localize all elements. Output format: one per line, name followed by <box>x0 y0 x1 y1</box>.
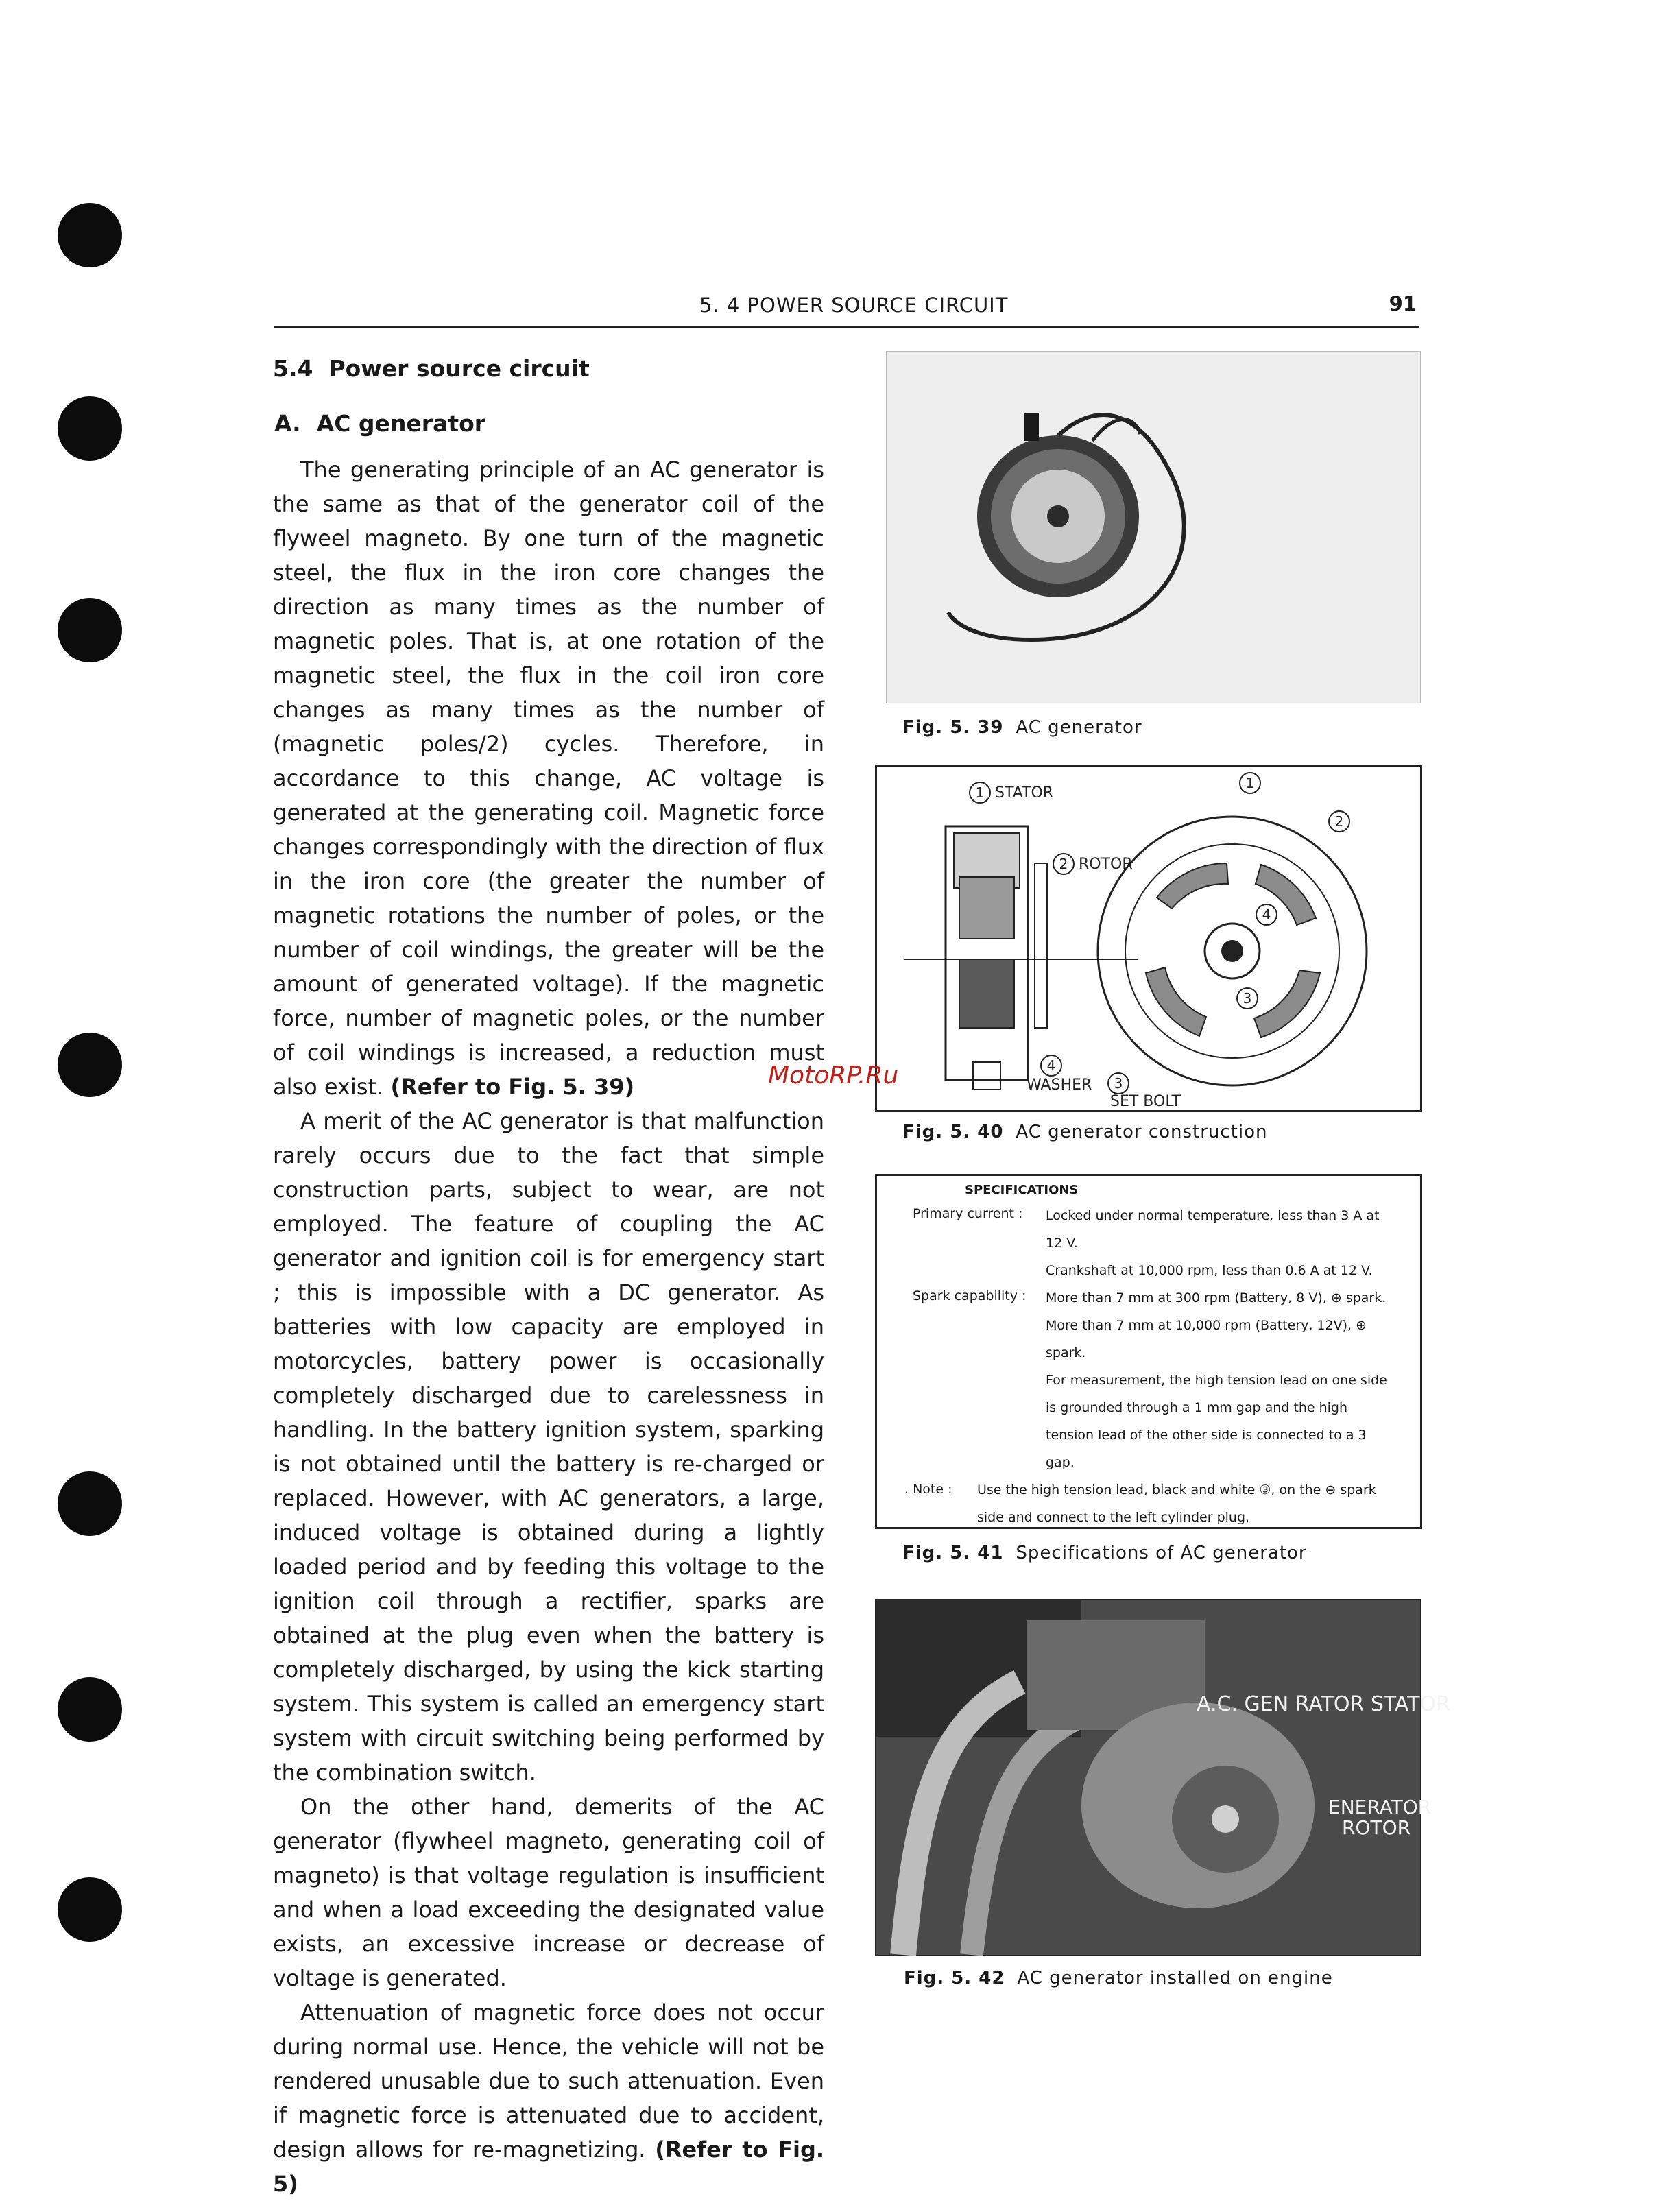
figure-caption-text: AC generator construction <box>1016 1122 1268 1142</box>
photo-label-stator: A.C. GEN RATOR STATOR <box>1197 1692 1450 1716</box>
figure-caption <box>904 1968 1333 1988</box>
paragraph: On the other hand, demerits of the AC generator (flywheel magneto, generating coil of magneto) is that voltage regulation is insufficient and when a load exceeding the designated value exists, an excessive increase or decrease of voltage is generated. <box>273 1794 824 1991</box>
paragraph: The generating principle of an AC generator is the same as that of the generator coil of the flyweel magneto. By one turn of the magnetic steel, the flux in the iron core changes the direction as many times as the number of magnetic poles. That is, at one rotation of the magnetic steel, the flux in the coil iron core changes as many times as the number of (magnetic poles/2) cycles. Therefore, in accordance to this change, AC voltage is generated at the generating coil. Magnetic force changes correspondingly with the direction of flux in the iron core (the greater the number of magnetic rotations the number of poles, or the number of coil windings, the greater will be the amount of generated voltage). If the magnetic force, number of magnetic poles, or the number of coil windings is increased, a reduction must also exist. (Refer to Fig. 5. 39) <box>273 457 824 1100</box>
punch-hole <box>58 1033 122 1097</box>
figure-label: Fig. 5. 40 <box>902 1122 1004 1142</box>
subsection-letter: A. <box>274 410 301 437</box>
note-label: . Note : <box>904 1482 952 1497</box>
spark-capability-value: More than 7 mm at 300 rpm (Battery, 8 V), ⊕ spark. <box>1046 1290 1387 1306</box>
callout-rotor: ROTOR <box>1079 856 1133 873</box>
subsection-title: AC generator <box>316 410 486 437</box>
callout-number: 3 <box>1114 1075 1123 1092</box>
page-number: 91 <box>1389 292 1417 315</box>
spark-capability-value: More than 7 mm at 10,000 rpm (Battery, 12V), ⊕ spark. <box>1046 1318 1367 1360</box>
figure-label: Fig. 5. 42 <box>904 1968 1005 1988</box>
running-title: 5. 4 POWER SOURCE CIRCUIT <box>699 293 1009 317</box>
callout-number: 1 <box>975 784 985 801</box>
callout-number: 3 <box>1243 990 1252 1007</box>
section-heading <box>273 355 590 382</box>
callout-number: 2 <box>1334 813 1344 830</box>
watermark: MotoRP.Ru <box>768 1061 899 1090</box>
body-text-column <box>273 453 824 2201</box>
specifications-box <box>875 1174 1422 1529</box>
primary-current-value: Locked under normal temperature, less than 3 A at 12 V. <box>1046 1208 1380 1251</box>
figure-caption <box>902 1543 1307 1563</box>
primary-current-value: Crankshaft at 10,000 rpm, less than 0.6 A at 12 V. <box>1046 1263 1373 1278</box>
figure-label: Fig. 5. 41 <box>902 1543 1004 1563</box>
ac-generator-construction-diagram <box>875 765 1422 1112</box>
photo-label-rotor: ENERATOR <box>1328 1796 1432 1818</box>
ac-generator-illustration <box>887 352 1420 703</box>
figure-caption <box>902 1122 1268 1142</box>
figure-caption <box>902 717 1142 738</box>
punch-hole <box>58 203 122 267</box>
section-number: 5.4 <box>273 355 313 382</box>
specifications-heading: SPECIFICATIONS <box>965 1183 1079 1197</box>
paragraph: A merit of the AC generator is that malfunction rarely occurs due to the fact that simple construction parts, subject to wear, are not employed. The feature of coupling the AC generator and ignition coil is for emergency start ; this is impossible with a DC generator. As batteries with low capacity are employed in motorcycles, battery power is occasionally completely discharged due to carelessness in handling. In the battery ignition system, sparking is not obtained until the battery is re-charged or replaced. However, with AC generators, a large, induced voltage is obtained during a lightly loaded period and by feeding this voltage to the ignition coil through a rectifier, sparks are obtained at the plug even when the battery is completely discharged, by using the kick starting system. This system is called an emergency start system with circuit switching being performed by the combination switch. <box>273 1108 824 1785</box>
spark-capability-value: For measurement, the high tension lead on one side is grounded through a 1 mm gap and the high tension lead of the other side is connected to a 3 gap. <box>1046 1373 1387 1470</box>
punch-hole <box>58 1677 122 1742</box>
running-header <box>274 292 1419 328</box>
callout-set-bolt: SET BOLT <box>1110 1093 1181 1110</box>
figure-caption-text: AC generator installed on engine <box>1017 1968 1333 1988</box>
paragraph: Attenuation of magnetic force does not occur during normal use. Hence, the vehicle will not be rendered unusable due to such attenuation. Even if magnetic force is attenuated due to accident, design allows for re-magnetizing. (Refer to Fig. 5) <box>273 1999 825 2197</box>
figure-caption-text: AC generator <box>1016 717 1142 738</box>
punch-hole <box>58 598 122 662</box>
callout-washer: WASHER <box>1027 1077 1092 1094</box>
figure-label: Fig. 5. 39 <box>902 717 1004 738</box>
photo-label-rotor: ROTOR <box>1342 1816 1411 1839</box>
callout-number: 4 <box>1046 1057 1056 1074</box>
callout-number: 2 <box>1059 856 1068 872</box>
note-text: Use the high tension lead, black and white ③, on the ⊖ spark side and connect to the left cylinder plug. <box>977 1482 1376 1525</box>
primary-current-label: Primary current : <box>913 1206 1023 1221</box>
figure-reference: (Refer to Fig. 5) <box>273 2137 825 2197</box>
engine-photo <box>875 1599 1450 1956</box>
subsection-heading <box>274 410 485 437</box>
punch-hole <box>58 1471 122 1536</box>
callout-stator: STATOR <box>995 784 1054 802</box>
figure-reference: (Refer to Fig. 5. 39) <box>390 1074 635 1100</box>
figure-caption-text: Specifications of AC generator <box>1016 1543 1307 1563</box>
construction-drawing <box>877 767 1420 1110</box>
section-title: Power source circuit <box>328 355 590 382</box>
callout-number: 4 <box>1262 906 1271 923</box>
callout-number: 1 <box>1245 775 1255 791</box>
engine-illustration <box>876 1600 1450 1955</box>
spark-capability-label: Spark capability : <box>913 1288 1027 1303</box>
punch-hole <box>58 1877 122 1942</box>
punch-hole <box>58 396 122 461</box>
ac-generator-photo <box>886 351 1421 703</box>
